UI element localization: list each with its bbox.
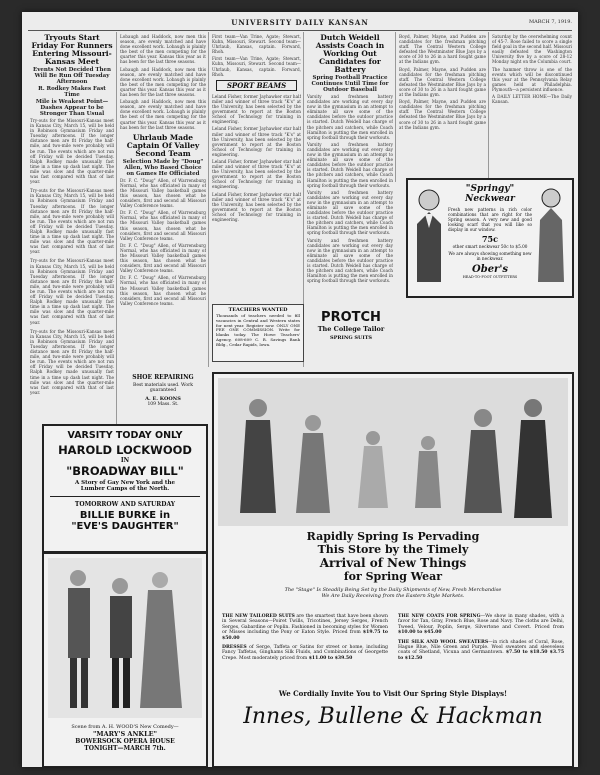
coats-price: $10.00 to $45.00 xyxy=(398,630,442,636)
article-body: Lobaugh and Haddock, now men this season, are evenly matched and have done excellent work. Lobaugh is plainly the best of the men competing for the quarter this year. Kansas this year as it has been for the last three seasons. xyxy=(120,34,206,65)
ad-film: "BROADWAY BILL" xyxy=(66,464,184,478)
ad-brand: Ober's xyxy=(471,264,509,275)
ad-headline-4: for Spring Wear xyxy=(343,570,443,583)
issue-date: MARCH 7, 1919. xyxy=(529,19,572,25)
man-portrait-icon xyxy=(412,184,446,284)
article-body: Boyd, Palmer, Mayne, and Pudden are candidates for the freshman pitching staff. The Central Western College defeated the Westminster Blue Jays by a score of 30 to 26 in a hard fought game at the Indians gym. xyxy=(399,99,486,130)
masthead xyxy=(28,18,572,31)
ad-text: Best materials used. Work guaranteed xyxy=(133,383,193,393)
article-body: Dr. F. C. "Doug" Allen, of Warrensburg Normal, who has officiated in many of the Missouri Valley basketball games this season, has chosen what he considers, first and second all Missouri Valley Conference teams. xyxy=(120,242,206,274)
ad-address: 109 Mass. St. xyxy=(147,402,179,407)
article-body: Varsity and freshmen battery candidates are working out every day now in the gymnasium in an attempt to eliminate all save some of the candidates before the outdoor practice is started. Dutch Weidell has charge of the pitchers and catchers, while Coach Hamilton is putting the men enrolled in spring football through their workouts. xyxy=(307,189,393,236)
dresses-title: DRESSES xyxy=(222,645,247,651)
article-body: Leland Fisher, former Jayhawker star half miler and winner of three track "K's" at the University, has been selected by the government to report at the Boston School of Technology for training in engineering. xyxy=(212,158,301,190)
photo-caption: Scene from A. H. WOOD'S New Comedy— xyxy=(71,724,179,730)
article-column-6 xyxy=(492,34,572,174)
fashion-figures-icon xyxy=(218,378,568,526)
ad-brand: PROTCH xyxy=(321,310,381,325)
dresses-price: $11.00 to $39.50 xyxy=(308,655,353,661)
sweaters-title: THE SILK AND WOOL SWEATERS xyxy=(398,639,489,645)
ad-star-2: BILLIE BURKE in xyxy=(79,510,171,521)
article-body: Boyd, Palmer, Mayne, and Pudden are candidates for the freshman pitching staff. The Central Western College defeated the Westminster Blue Jays by a score of 30 to 26 in a hard fought game at the Indians gym. xyxy=(399,34,486,65)
ad-text-3: We are always showing something new in neckwear. xyxy=(448,251,532,261)
article-body: Saturday by the overwhelming count of 45-7. Rose failed to score a single field goal in the second half. Missouri easily defeated the Washington University five by a score of 28-12 Monday night on the Columbia court. xyxy=(492,34,572,65)
ad-name: A. E. KOONS xyxy=(145,396,181,402)
article-weidell xyxy=(307,34,393,296)
ad-tagline: A Story of Gay New York and the xyxy=(75,480,175,486)
sweaters-text: —in rich shades of Coral, Rose, Hague Blue, Nile Green and Purple. Wool sweaters and sleeveless coats of Shetland, Vicuna and Germantown. xyxy=(398,639,564,656)
ad-headline-3: Arrival of New Things xyxy=(319,556,467,570)
subhead: Spring Football Practice Continues Until Time for Outdoor Baseball xyxy=(311,75,389,93)
divider xyxy=(50,496,200,497)
article-tryouts xyxy=(30,34,114,422)
varsity-theater-ad xyxy=(42,424,208,553)
ad-signature: Innes, Bullene & Hackman xyxy=(243,704,543,729)
article-body: The hammer throw is one of the events which will be discontinued this year at the Pennsylvania Relay games held at Philadelphia. Plymouth—a persistent influence. xyxy=(492,66,572,92)
ad-brand-sub: HEAD-TO-FOOT OUTFITTERS xyxy=(462,275,518,279)
woman-portrait-illustration xyxy=(534,184,568,284)
teachers-wanted-ad xyxy=(212,304,304,362)
column-rule xyxy=(116,32,117,424)
subhead: Selection Made by "Doug" Allen, Who Based Choice on Games He Officiated xyxy=(122,158,204,177)
ad-title: SHOE REPAIRING xyxy=(132,374,194,381)
article-body: Dr. F. C. "Doug" Allen, of Warrensburg Normal, who has officiated in many of the Missouri Valley basketball games this season, has chosen what he considers, first and second all Missouri Valley Conference teams. xyxy=(120,210,206,241)
ad-tagline: The College Tailor xyxy=(317,325,385,333)
article-uhrlaub xyxy=(120,34,206,364)
innes-spring-ad xyxy=(212,372,574,767)
suits-text: are the smartest that have been shown in Several Seasons—Poiret Twills, Tricotines, Jersey Serges, French Serges, Gabardine or Poplin. Fashioned in becoming styles for Women or Misses including the Pony or Eaton Style. Priced from xyxy=(222,614,388,636)
article-body: First team—Van Trine, Agate; Stewart, Kuhn, Missouri, Stewart. Second team—Uhrlaub, Kansas, captain. Forward, Rhoh. xyxy=(212,34,301,55)
ad-intro: The "Stage" Is Steadily Being Set by the Daily Shipments of New, Fresh Merchandise xyxy=(284,587,502,593)
subhead: R. Rodkey Makes Fast Time xyxy=(38,86,106,98)
sport-beams-heading: SPORT BEAMS xyxy=(216,80,297,91)
ad-tagline-2: Lumber Camps of the North. xyxy=(80,486,170,492)
article-body: Try-outs for the Missouri-Kansas meet in Kansas City, March 15, will be held in Robinson Gymnasium Friday and Tuesday afternoons. If the longer distance men are fit Friday the half-mile, and two-mile were probably will be run. The events which are not run off Friday will be decided Tuesday. Ralph Rodkey made unusually fast time in a time up dash last night. The mile was slow and the quarter-mile was fast compared with that of last year. xyxy=(30,118,114,185)
paper-title: UNIVERSITY DAILY KANSAN xyxy=(231,18,369,27)
article-body: Leland Fisher, former Jayhawker star half miler and winner of three track "K's" at the University, has been selected by the government to report at the Boston School of Technology for training in engineering. xyxy=(212,93,301,125)
ad-text: Fresh new patterns in rich color combinations that are right for the Spring season. A very new and good looking scarf that you will like so display in our window. xyxy=(448,207,532,232)
column-rule xyxy=(395,32,396,182)
sweaters-price-1: $7.50 to $18.50 xyxy=(505,650,548,656)
ad-right-column xyxy=(398,614,564,661)
marys-ankle-ad xyxy=(42,552,208,767)
headline: Uhrlaub Made Captain Of Valley Second Team xyxy=(126,132,200,158)
coats-title: THE NEW COATS FOR SPRING xyxy=(398,614,481,619)
ad-invite: We Cordially Invite You to Visit Our Spring Style Displays! xyxy=(278,689,508,698)
subhead: Mile is Weakest Point—Dashes Appear to be Stronger Than Usual xyxy=(35,99,109,117)
article-body: Boyd, Palmer, Mayne, and Pudden are candidates for the freshman pitching staff. The Central Western College defeated the Westminster Blue Jays by a score of 30 to 26 in a hard fought game at the Indians gym. xyxy=(399,66,486,98)
ad-today: VARSITY TODAY ONLY xyxy=(67,430,183,441)
ad-intro-2: We Are Daily Receiving from the Eastern Style Markets. xyxy=(321,593,465,599)
photo-caption-date: TONIGHT—MARCH 7th. xyxy=(84,745,166,752)
article-body: Lobaugh and Haddock, now men this season, are evenly matched and have done excellent work. Lobaugh is plainly the best of the men competing for the quarter this year. Kansas this year as it has been for the last three seasons. xyxy=(120,99,206,130)
ad-film-2: "EVE'S DAUGHTER" xyxy=(71,521,179,532)
article-body: Lobaugh and Haddock, now men this season, are evenly matched and have done excellent work. Lobaugh is plainly the best of the men competing for the quarter this year. Kansas this year as it has been for the last three seasons. xyxy=(120,66,206,98)
article-body: Try-outs for the Missouri-Kansas meet in Kansas City, March 15, will be held in Robinson Gymnasium Friday and Tuesday afternoons. If the longer distance men are fit Friday the half-mile, and two-mile were probably will be run. The events which are not run off Friday will be decided Tuesday. Ralph Rodkey made unusually fast time in a time up dash last night. The mile was slow and the quarter-mile was fast compared with that of last year. xyxy=(30,258,114,325)
dresses-text: of Serge, Taffeta or Satins for street or home, including Fancy Taffetas, Ginghams Silk Fluids, and Combinations of Georgette Crepe. Most moderately priced from xyxy=(222,645,388,661)
column-rule xyxy=(488,32,489,182)
article-body: First team—Van Trine, Agate; Stewart, Kuhn, Missouri, Stewart. Second team—Uhrlaub, Kansas, captain. Forward, Rhoh. xyxy=(212,56,301,77)
protch-ad xyxy=(310,304,392,360)
suits-price: $19.75 to $50.00 xyxy=(222,630,388,641)
fashion-illustration xyxy=(218,378,568,526)
ad-headline-2: This Store by the Timely xyxy=(317,543,469,556)
headline: Tryouts Start Friday For Runners Entering Missouri-Kansas Meet xyxy=(31,34,113,66)
ad-title-2: Neckwear xyxy=(465,194,515,204)
ad-title: "Springy" xyxy=(465,184,515,194)
article-body: Varsity and freshmen battery candidates are working out every day now in the gymnasium in an attempt to eliminate all save some of the candidates before the outdoor practice is started. Dutch Weidell has charge of the pitchers and catchers, while Coach Hamilton is putting the men enrolled in spring football through their workouts. xyxy=(307,94,393,140)
photo-caption-title: "MARY'S ANKLE" xyxy=(93,730,157,738)
ad-price: 75c xyxy=(481,234,498,244)
ad-next: TOMORROW AND SATURDAY xyxy=(74,501,176,508)
sweaters-price-2: $3.75 to $12.50 xyxy=(398,650,565,661)
ad-title: TEACHERS WANTED xyxy=(228,307,288,313)
column-rule xyxy=(208,32,209,367)
article-body: Leland Fisher, former Jayhawker star half miler and winner of three track "K's" at the University, has been selected by the government to report at the Boston School of Technology for training in engineering. xyxy=(212,191,301,222)
ad-text-2: other smart neckwear 50c to $5.00 xyxy=(452,244,528,249)
article-body: Dr. F. C. "Doug" Allen, of Warrensburg Normal, who has officiated in many of the Missouri Valley basketball games this season, has chosen what he considers, first and second all Missouri Valley Conference teams. xyxy=(120,275,206,306)
article-body: Varsity and freshmen battery candidates are working out every day now in the gymnasium in an attempt to eliminate all save some of the candidates before the outdoor practice is started. Dutch Weidell has charge of the pitchers and catchers, while Coach Hamilton is putting the men enrolled in spring football through their workouts. xyxy=(307,141,393,188)
photo-caption-venue: BOWERSOCK OPERA HOUSE xyxy=(75,738,175,745)
ad-headline-1: Rapidly Spring Is Pervading xyxy=(306,530,480,543)
suits-title: THE NEW TAILORED SUITS xyxy=(222,614,295,619)
ad-text: Thousands of teachers needed to fill vacancies in Central and Western states for next year. Register now. ONLY ONE FEE ONE COMMISSION. Write for blanks today. The Howe Teachers' Agency, 608-609 C. R. Savings Bank Bldg., Cedar Rapids, Iowa. xyxy=(216,313,300,347)
article-body: Varsity and freshmen battery candidates are working out every day now in the gymnasium in an attempt to eliminate all save some of the candidates before the outdoor practice is started. Dutch Weidell has charge of the pitchers and catchers, while Coach Hamilton is putting the men enrolled in spring football through their workouts. xyxy=(307,237,393,284)
headline: Dutch Weidell Assists Coach in Working Out Candidates for Battery xyxy=(315,34,385,74)
ad-left-column xyxy=(222,614,388,661)
newspaper-page xyxy=(22,12,578,767)
ad-star: HAROLD LOCKWOOD xyxy=(58,443,192,457)
article-body: Try-outs for the Missouri-Kansas meet in Kansas City, March 15, will be held in Robinson Gymnasium Friday and Tuesday afternoons. If the longer distance men are fit Friday the half-mile, and two-mile were probably will be run. The events which are not run off Friday will be decided Tuesday. Ralph Rodkey made unusually fast time in a time up dash last night. The mile was slow and the quarter-mile was fast compared with that of last year. xyxy=(30,188,114,255)
woman-portrait-icon xyxy=(534,184,568,284)
play-photo xyxy=(48,558,202,718)
subhead: Events Not Decided Then Will Be Run Off Tuesday Afternoon xyxy=(33,67,111,85)
ad-in: IN xyxy=(120,457,130,464)
actors-photo-icon xyxy=(48,558,202,718)
article-body: Dr. F. C. "Doug" Allen, of Warrensburg Normal, who has officiated in many of the Missouri Valley basketball games this season, has chosen what he considers, first and second all Missouri Valley Conference teams. xyxy=(120,177,206,209)
shoe-repair-ad xyxy=(120,372,206,420)
ad-sub: SPRING SUITS xyxy=(329,335,373,341)
article-body: Try-outs for the Missouri-Kansas meet in Kansas City, March 15, will be held in Robinson Gymnasium Friday and Tuesday afternoons. If the longer distance men are fit Friday the half-mile, and two-mile were probably will be run. The events which are not run off Friday will be decided Tuesday. Ralph Rodkey made unusually fast time in a time up dash last night. The mile was slow and the quarter-mile was fast compared with that of last year. xyxy=(30,328,114,395)
article-column-5 xyxy=(399,34,486,174)
coats-text: —We show in many shades, with a favor for Tan, Gray, French Blue, Rose and Navy. The cloths are Delhi, Tweed, Velour, Poplin, Serge, Silvertone and Covert. Priced from xyxy=(398,614,564,630)
man-portrait-illustration xyxy=(412,184,446,284)
ober-neckwear-ad xyxy=(406,178,574,298)
article-body: Leland Fisher, former Jayhawker star half miler and winner of three track "K's" at the University, has been selected by the government to report at the Boston School of Technology for training in engineering. xyxy=(212,126,301,157)
article-body: A DAILY LETTER HOME—The Daily Kansan. xyxy=(492,94,572,105)
